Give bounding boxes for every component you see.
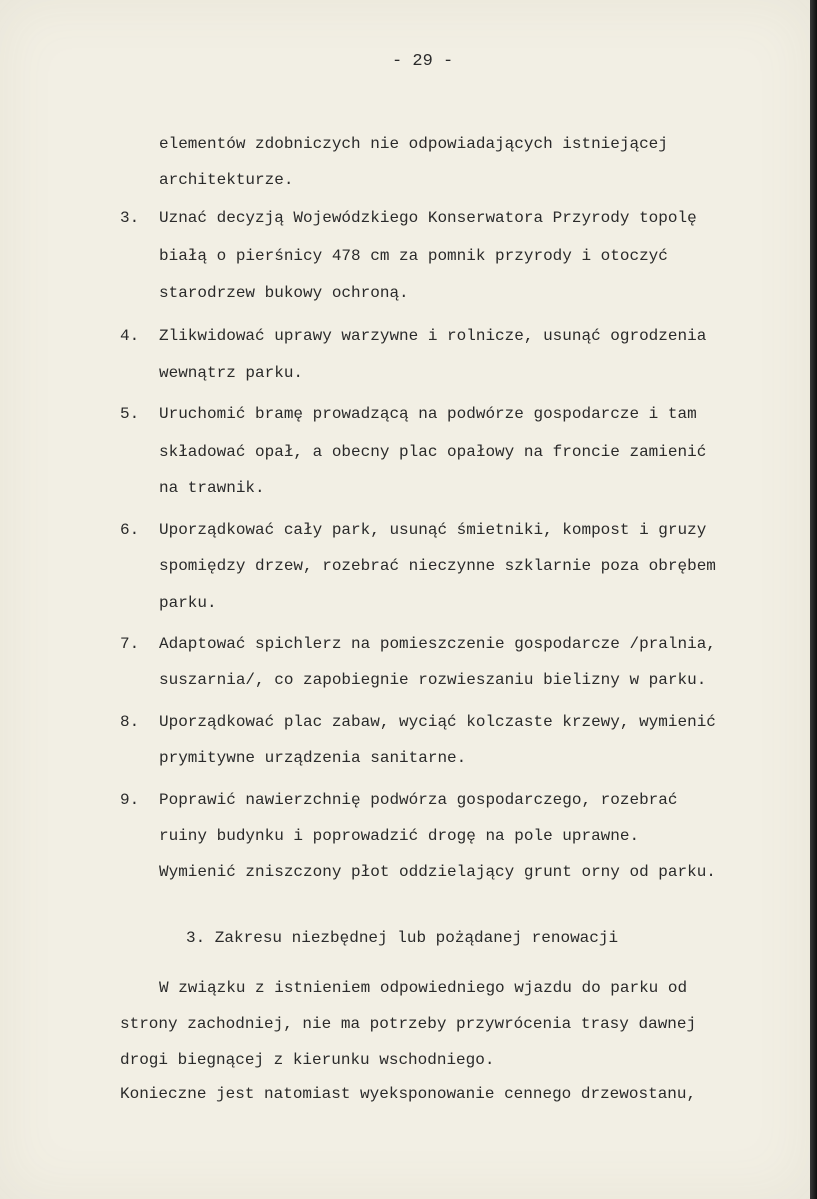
list-item-line: Uznać decyzją Wojewódzkiego Konserwatora Przyrody topolę	[159, 209, 697, 227]
list-item-line: wewnątrz parku.	[159, 364, 304, 382]
body-line: Konieczne jest natomiast wyeksponowanie cennego drzewostanu,	[120, 1085, 697, 1103]
list-item-line: składować opał, a obecny plac opałowy na froncie zamienić	[159, 443, 707, 461]
list-item-number: 4.	[120, 327, 140, 345]
list-item-line: Uporządkować cały park, usunąć śmietniki, kompost i gruzy	[159, 521, 707, 539]
list-item-line: ruiny budynku i poprowadzić drogę na pole uprawne.	[159, 827, 640, 845]
list-item-line: Adaptować spichlerz na pomieszczenie gospodarcze /pralnia,	[159, 635, 716, 653]
intro-line: architekturze.	[159, 171, 294, 189]
body-line: drogi biegnącej z kierunku wschodniego.	[120, 1051, 495, 1069]
list-item-line: Poprawić nawierzchnię podwórza gospodarczego, rozebrać	[159, 791, 678, 809]
list-item-number: 5.	[120, 405, 140, 423]
body-line: strony zachodniej, nie ma potrzeby przywrócenia trasy dawnej	[120, 1015, 697, 1033]
list-item-line: na trawnik.	[159, 479, 265, 497]
list-item-number: 6.	[120, 521, 140, 539]
list-item-line: Wymienić zniszczony płot oddzielający grunt orny od parku.	[159, 863, 716, 881]
list-item-line: starodrzew bukowy ochroną.	[159, 284, 409, 302]
section-heading: 3. Zakresu niezbędnej lub pożądanej renowacji	[186, 929, 619, 947]
list-item-line: Zlikwidować uprawy warzywne i rolnicze, usunąć ogrodzenia	[159, 327, 707, 345]
list-item-number: 3.	[120, 209, 140, 227]
list-item-number: 9.	[120, 791, 140, 809]
list-item-line: spomiędzy drzew, rozebrać nieczynne szklarnie poza obrębem	[159, 557, 716, 575]
list-item-line: suszarnia/, co zapobiegnie rozwieszaniu bielizny w parku.	[159, 671, 707, 689]
list-item-line: Uporządkować plac zabaw, wyciąć kolczaste krzewy, wymienić	[159, 713, 716, 731]
list-item-line: prymitywne urządzenia sanitarne.	[159, 749, 467, 767]
intro-line: elementów zdobniczych nie odpowiadających istniejącej	[159, 135, 668, 153]
list-item-line: Uruchomić bramę prowadzącą na podwórze gospodarcze i tam	[159, 405, 697, 423]
list-item-number: 7.	[120, 635, 140, 653]
page-number: - 29 -	[392, 52, 454, 71]
scan-edge	[810, 0, 817, 1199]
list-item-line: białą o pierśnicy 478 cm za pomnik przyrody i otoczyć	[159, 247, 668, 265]
body-line: W związku z istnieniem odpowiedniego wjazdu do parku od	[159, 979, 688, 997]
list-item-line: parku.	[159, 594, 217, 612]
list-item-number: 8.	[120, 713, 140, 731]
